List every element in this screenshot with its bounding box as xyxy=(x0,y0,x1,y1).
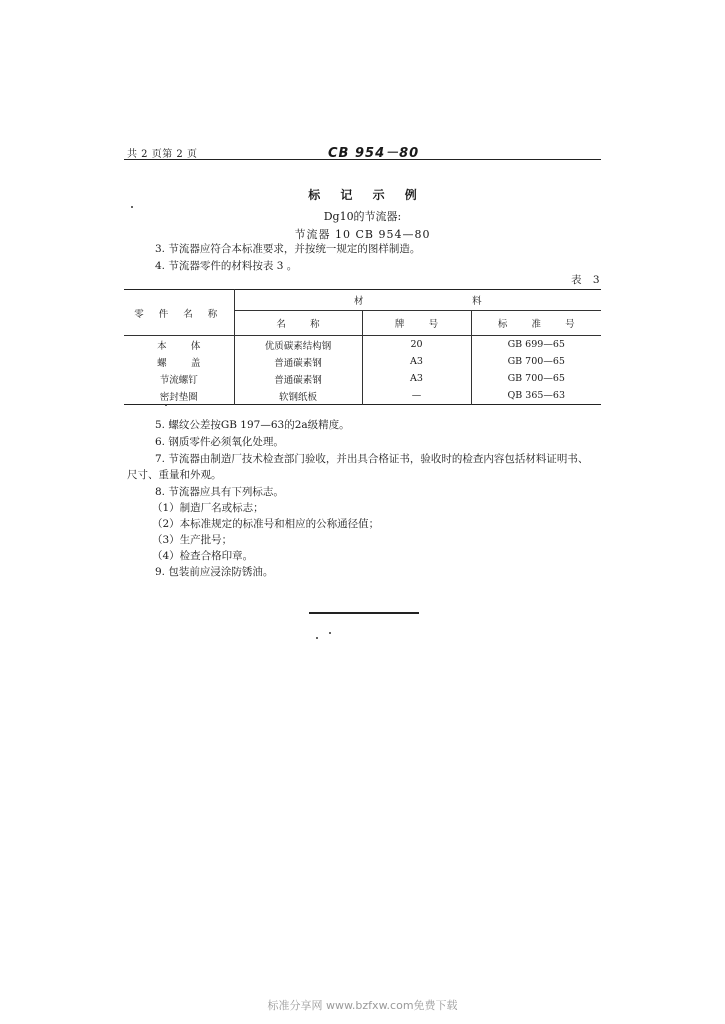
watermark: 标准分享网 www.bzfxw.com免费下载 xyxy=(267,999,458,1012)
cell-name: 普通碳素钢 xyxy=(234,353,362,370)
table-label: 表 3 xyxy=(571,274,604,286)
cell-grade: 20 xyxy=(362,336,471,354)
marking-example-line-1: Dg10的节流器: xyxy=(323,210,402,223)
page-info: 共 2 页第 2 页 xyxy=(127,149,198,160)
subheader-name: 名 称 xyxy=(234,311,362,336)
clause-3: 3. 节流器应符合本标准要求，并按统一规定的图样制造。 xyxy=(155,243,421,255)
clause-9: 9. 包装前应浸涂防锈油。 xyxy=(155,566,274,578)
header-rule xyxy=(124,159,601,160)
cell-part: 节流螺钉 xyxy=(159,374,198,386)
subheader-grade: 牌 号 xyxy=(362,311,471,336)
clause-4: 4. 节流器零件的材料按表 3 。 xyxy=(155,260,298,272)
cell-name: 普通碳素钢 xyxy=(234,370,362,387)
table-row xyxy=(124,336,601,354)
cell-part: 本 体 xyxy=(157,340,201,352)
col-part-header: 零 件 名 称 xyxy=(124,290,234,336)
cell-grade: A3 xyxy=(362,370,471,387)
clause-7: 7. 节流器由制造厂技术检查部门验收，并出具合格证书，验收时的检查内容包括材料证明书、 xyxy=(155,453,589,465)
marking-example-line-2: 节流器 10 CB 954—80 xyxy=(294,228,431,241)
end-rule xyxy=(309,612,419,614)
cell-standard: QB 365—63 xyxy=(471,387,601,405)
col-material-header: 材 料 xyxy=(234,290,601,311)
cell-grade: — xyxy=(362,387,471,405)
clause-5: 5. 螺纹公差按GB 197—63的2a级精度。 xyxy=(155,419,350,431)
table-row xyxy=(124,370,601,387)
clause-8-item-2: （2）本标准规定的标准号和相应的公称通径值； xyxy=(152,518,380,530)
cell-standard: GB 700—65 xyxy=(471,353,601,370)
clause-8-item-1: （1）制造厂名或标志； xyxy=(152,502,264,514)
cell-part: 密封垫圈 xyxy=(159,391,198,403)
scan-speck xyxy=(165,404,167,406)
cell-name: 优质碳素结构钢 xyxy=(234,336,362,354)
clause-7-continued: 尺寸、重量和外观。 xyxy=(127,469,222,481)
clause-6: 6. 钢质零件必须氧化处理。 xyxy=(155,436,284,448)
scan-speck xyxy=(329,632,331,634)
cell-name: 软钢纸板 xyxy=(234,387,362,405)
cell-grade: A3 xyxy=(362,353,471,370)
materials-table xyxy=(124,289,601,405)
clause-8-item-4: （4）检查合格印章。 xyxy=(152,550,254,562)
cell-standard: GB 699—65 xyxy=(471,336,601,354)
cell-standard: GB 700—65 xyxy=(471,370,601,387)
marking-example-title: 标 记 示 例 xyxy=(308,188,425,202)
cell-part: 螺 盖 xyxy=(157,357,201,369)
scan-speck xyxy=(131,206,133,208)
table-row xyxy=(124,387,601,405)
subheader-standard: 标 准 号 xyxy=(471,311,601,336)
clause-8-item-3: （3）生产批号； xyxy=(152,534,233,546)
table-row xyxy=(124,353,601,370)
scan-speck xyxy=(316,637,318,639)
clause-8: 8. 节流器应具有下列标志。 xyxy=(155,486,284,498)
standard-number: CB 954－80 xyxy=(328,146,420,161)
